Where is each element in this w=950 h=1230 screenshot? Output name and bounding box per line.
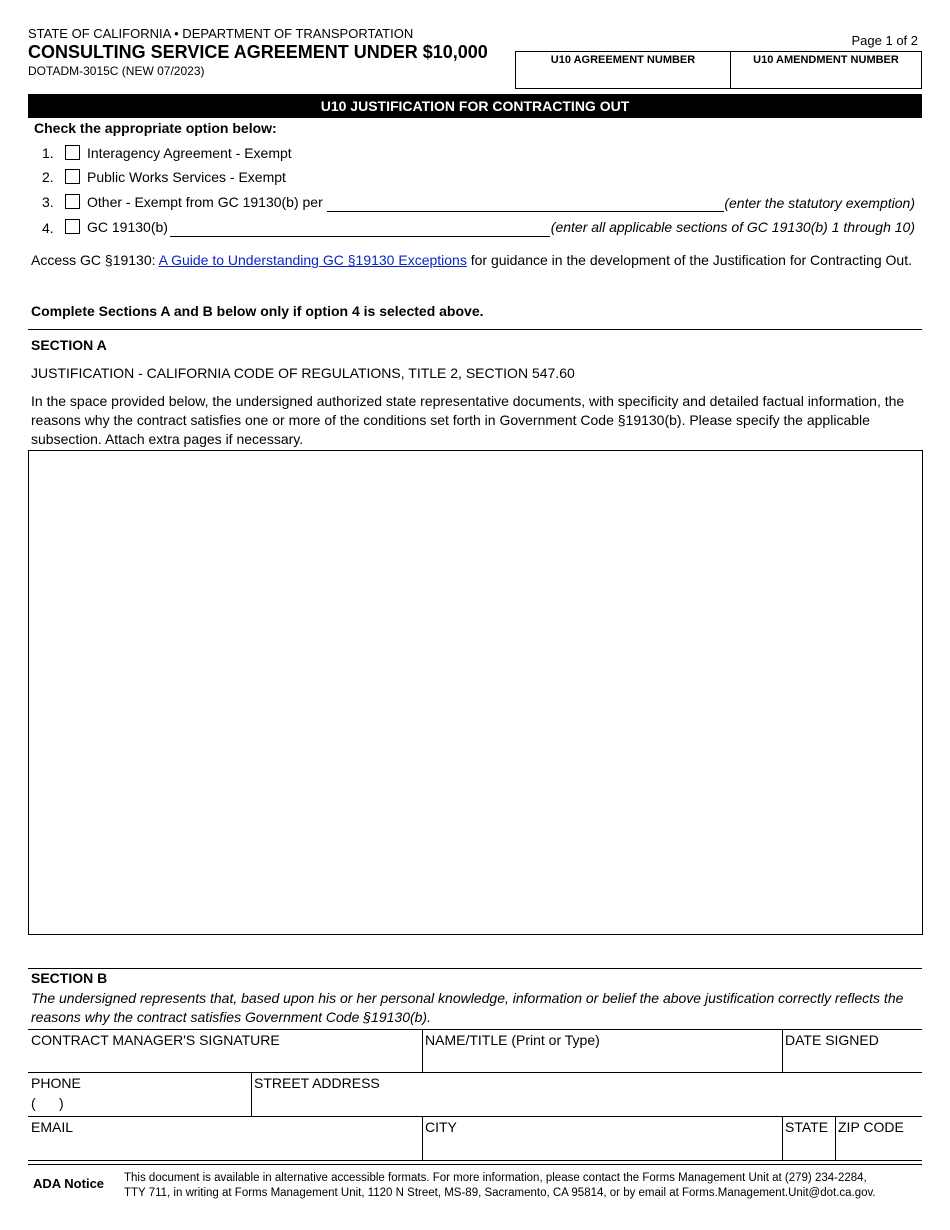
page-indicator: Page 1 of 2	[851, 33, 918, 48]
agreement-number-label: U10 AGREEMENT NUMBER	[550, 54, 696, 66]
option-1-checkbox[interactable]	[65, 145, 80, 160]
phone-label: PHONE	[31, 1075, 81, 1091]
option-3-label: Other - Exempt from GC 19130(b) per	[87, 194, 323, 210]
complete-sections-note: Complete Sections A and B below only if option 4 is selected above.	[31, 303, 484, 319]
agreement-number-field[interactable]	[515, 51, 731, 89]
name-title-field[interactable]	[423, 1030, 782, 1072]
date-signed-label: DATE SIGNED	[785, 1032, 879, 1048]
section-b-heading: SECTION B	[31, 970, 108, 986]
option-3-exemption-input[interactable]	[327, 211, 724, 212]
access-prefix: Access GC §19130:	[31, 252, 159, 268]
grid-line	[28, 1160, 922, 1161]
option-3-hint: (enter the statutory exemption)	[724, 195, 915, 211]
amendment-number-field[interactable]	[730, 51, 922, 89]
option-number: 1.	[42, 145, 54, 161]
ada-notice-text-2: TTY 711, in writing at Forms Management Unit, 1120 N Street, MS-89, Sacramento, CA 95814, or by email at Forms.Management.Unit@dot.ca.gov.	[124, 1187, 876, 1199]
amendment-number-label: U10 AMENDMENT NUMBER	[753, 54, 899, 66]
street-address-label: STREET ADDRESS	[254, 1075, 380, 1091]
state-label: STATE	[785, 1119, 829, 1135]
email-label: EMAIL	[31, 1119, 74, 1135]
option-2-label: Public Works Services - Exempt	[87, 169, 286, 185]
ada-divider	[28, 1164, 922, 1165]
option-4-hint: (enter all applicable sections of GC 19130(b) 1 through 10)	[550, 219, 915, 235]
phone-area-code: ( )	[31, 1095, 64, 1111]
option-2-checkbox[interactable]	[65, 169, 80, 184]
options-intro: Check the appropriate option below:	[34, 120, 277, 136]
ada-notice-text-1: This document is available in alternative accessible formats. For more information, please contact the Forms Management Unit at (279) 234-2284,	[124, 1172, 867, 1184]
banner-title: U10 JUSTIFICATION FOR CONTRACTING OUT	[320, 98, 630, 114]
ada-notice-label: ADA Notice	[33, 1176, 105, 1191]
guide-link[interactable]: A Guide to Understanding GC §19130 Exceptions	[158, 252, 467, 268]
section-a-instructions: In the space provided below, the undersigned authorized state representative documents, with specificity and detailed factual information, the reasons why the contract satisfies one or more of the conditions set forth in Government Code §19130(b). Please specify the applicable subsection. Attach extra pages if necessary.	[31, 393, 905, 447]
agency-line: STATE OF CALIFORNIA • DEPARTMENT OF TRANSPORTATION	[28, 26, 414, 41]
option-4-checkbox[interactable]	[65, 219, 80, 234]
signature-label: CONTRACT MANAGER'S SIGNATURE	[31, 1032, 280, 1048]
option-1-label: Interagency Agreement - Exempt	[87, 145, 292, 161]
signature-field[interactable]	[28, 1030, 422, 1072]
city-label: CITY	[425, 1119, 457, 1135]
section-a-divider	[28, 329, 922, 330]
form-number: DOTADM-3015C (NEW 07/2023)	[28, 64, 205, 78]
option-number: 2.	[42, 169, 54, 185]
zip-code-field[interactable]	[836, 1117, 922, 1160]
option-4-sections-input[interactable]	[170, 236, 550, 237]
section-a-heading: SECTION A	[31, 337, 107, 353]
name-title-label: NAME/TITLE (Print or Type)	[425, 1032, 600, 1048]
email-field[interactable]	[28, 1117, 422, 1160]
section-a-subheading: JUSTIFICATION - CALIFORNIA CODE OF REGULATIONS, TITLE 2, SECTION 547.60	[31, 365, 575, 381]
date-signed-field[interactable]	[783, 1030, 922, 1072]
option-3-checkbox[interactable]	[65, 194, 80, 209]
street-address-field[interactable]	[252, 1073, 922, 1116]
city-field[interactable]	[423, 1117, 782, 1160]
option-number: 4.	[42, 220, 54, 236]
justification-banner	[28, 94, 922, 118]
option-number: 3.	[42, 194, 54, 210]
state-field[interactable]	[783, 1117, 835, 1160]
justification-textarea[interactable]	[28, 450, 923, 935]
form-title: CONSULTING SERVICE AGREEMENT UNDER $10,000	[28, 42, 488, 62]
access-suffix: for guidance in the development of the Justification for Contracting Out.	[466, 252, 912, 268]
phone-field[interactable]	[28, 1073, 251, 1116]
section-b-divider	[28, 968, 922, 969]
access-guide-line	[31, 252, 912, 268]
zip-code-label: ZIP CODE	[838, 1119, 904, 1135]
option-4-label: GC 19130(b)	[87, 219, 168, 235]
section-b-statement: The undersigned represents that, based upon his or her personal knowledge, information or belief the above justification correctly reflects the reasons why the contract satisfies Government Code §19130(b).	[31, 990, 904, 1025]
